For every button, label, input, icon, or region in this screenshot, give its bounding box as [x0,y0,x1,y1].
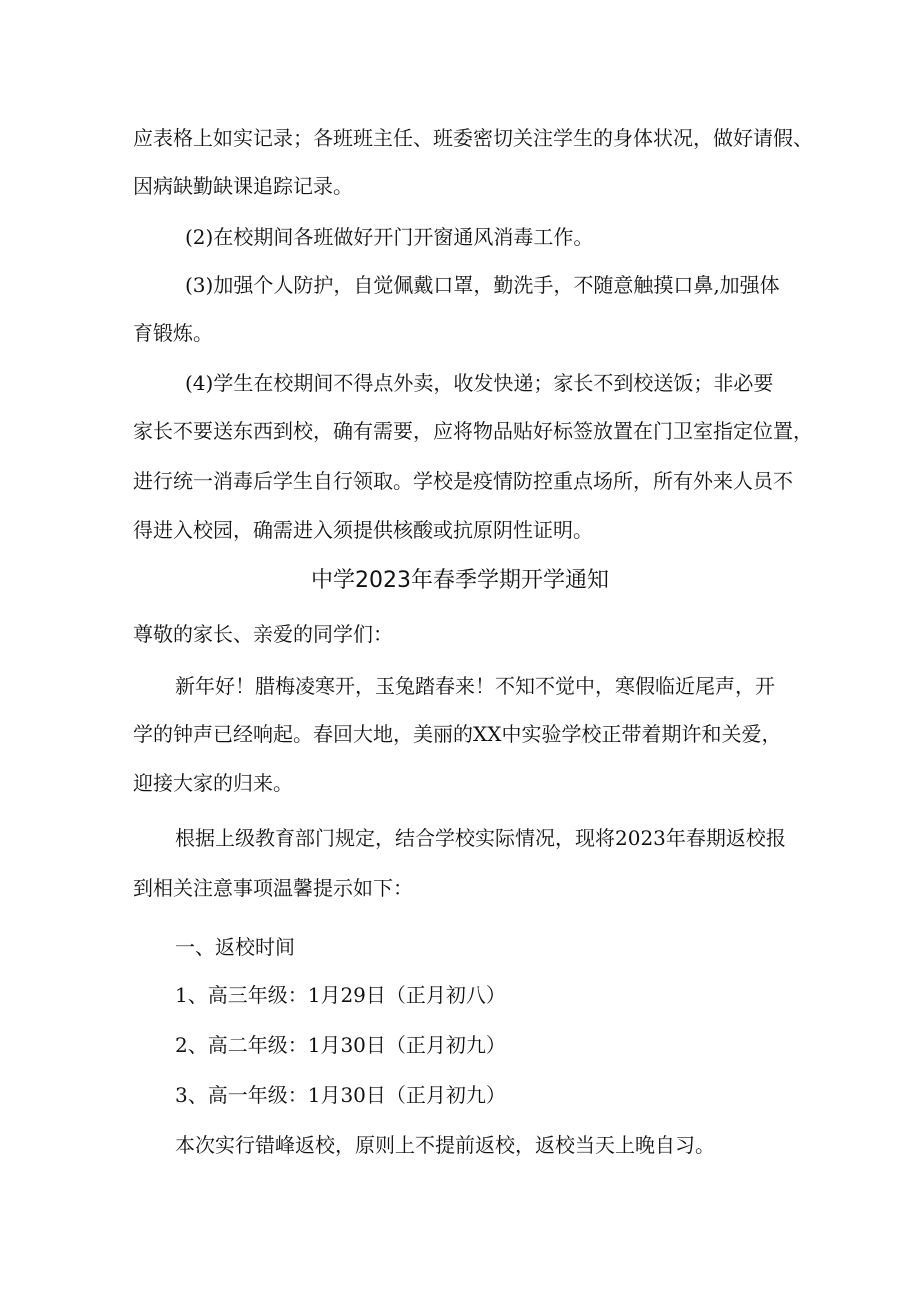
list-item-4: (4)学生在校期间不得点外卖，收发快递；家长不到校送饭；非必要 [185,371,774,395]
paragraph-line: 新年好！腊梅凌寒开，玉兔踏春来！不知不觉中，寒假临近尾声，开 [175,674,775,698]
paragraph-line: 进行统一消毒后学生自行领取。学校是疫情防控重点场所，所有外来人员不 [133,469,793,493]
paragraph-line: 得进入校园，确需进入须提供核酸或抗原阴性证明。 [133,518,593,542]
list-item: 3、高一年级：1月30日（正月初九） [175,1083,506,1107]
list-item: 1、高三年级：1月29日（正月初八） [175,983,506,1007]
paragraph-line: 因病缺勤缺课追踪记录。 [133,174,353,198]
list-item-3: (3)加强个人防护，自觉佩戴口罩，勤洗手，不随意触摸口鼻,加强体 [185,273,780,297]
list-item: 2、高二年级：1月30日（正月初九） [175,1033,506,1057]
paragraph-line: 育锻炼。 [133,321,213,345]
paragraph-line: 本次实行错峰返校，原则上不提前返校，返校当天上晚自习。 [175,1133,715,1157]
paragraph-line: 学的钟声已经响起。春回大地，美丽的XX中实验学校正带着期许和关爱， [133,722,782,746]
paragraph-line: 迎接大家的归来。 [133,771,293,795]
paragraph-line: 到相关注意事项温馨提示如下： [133,876,413,900]
notice-title: 中学2023年春季学期开学通知 [311,568,609,593]
paragraph-line: 应表格上如实记录；各班班主任、班委密切关注学生的身体状况，做好请假、 [133,126,813,150]
paragraph-line: 家长不要送东西到校，确有需要，应将物品贴好标签放置在门卫室指定位置， [133,419,813,443]
section-heading: 一、返校时间 [175,935,295,959]
list-item-2: (2)在校期间各班做好开门开窗通风消毒工作。 [185,225,594,249]
paragraph-line: 根据上级教育部门规定，结合学校实际情况，现将2023年春期返校报 [175,826,786,850]
salutation: 尊敬的家长、亲爱的同学们： [133,622,393,646]
